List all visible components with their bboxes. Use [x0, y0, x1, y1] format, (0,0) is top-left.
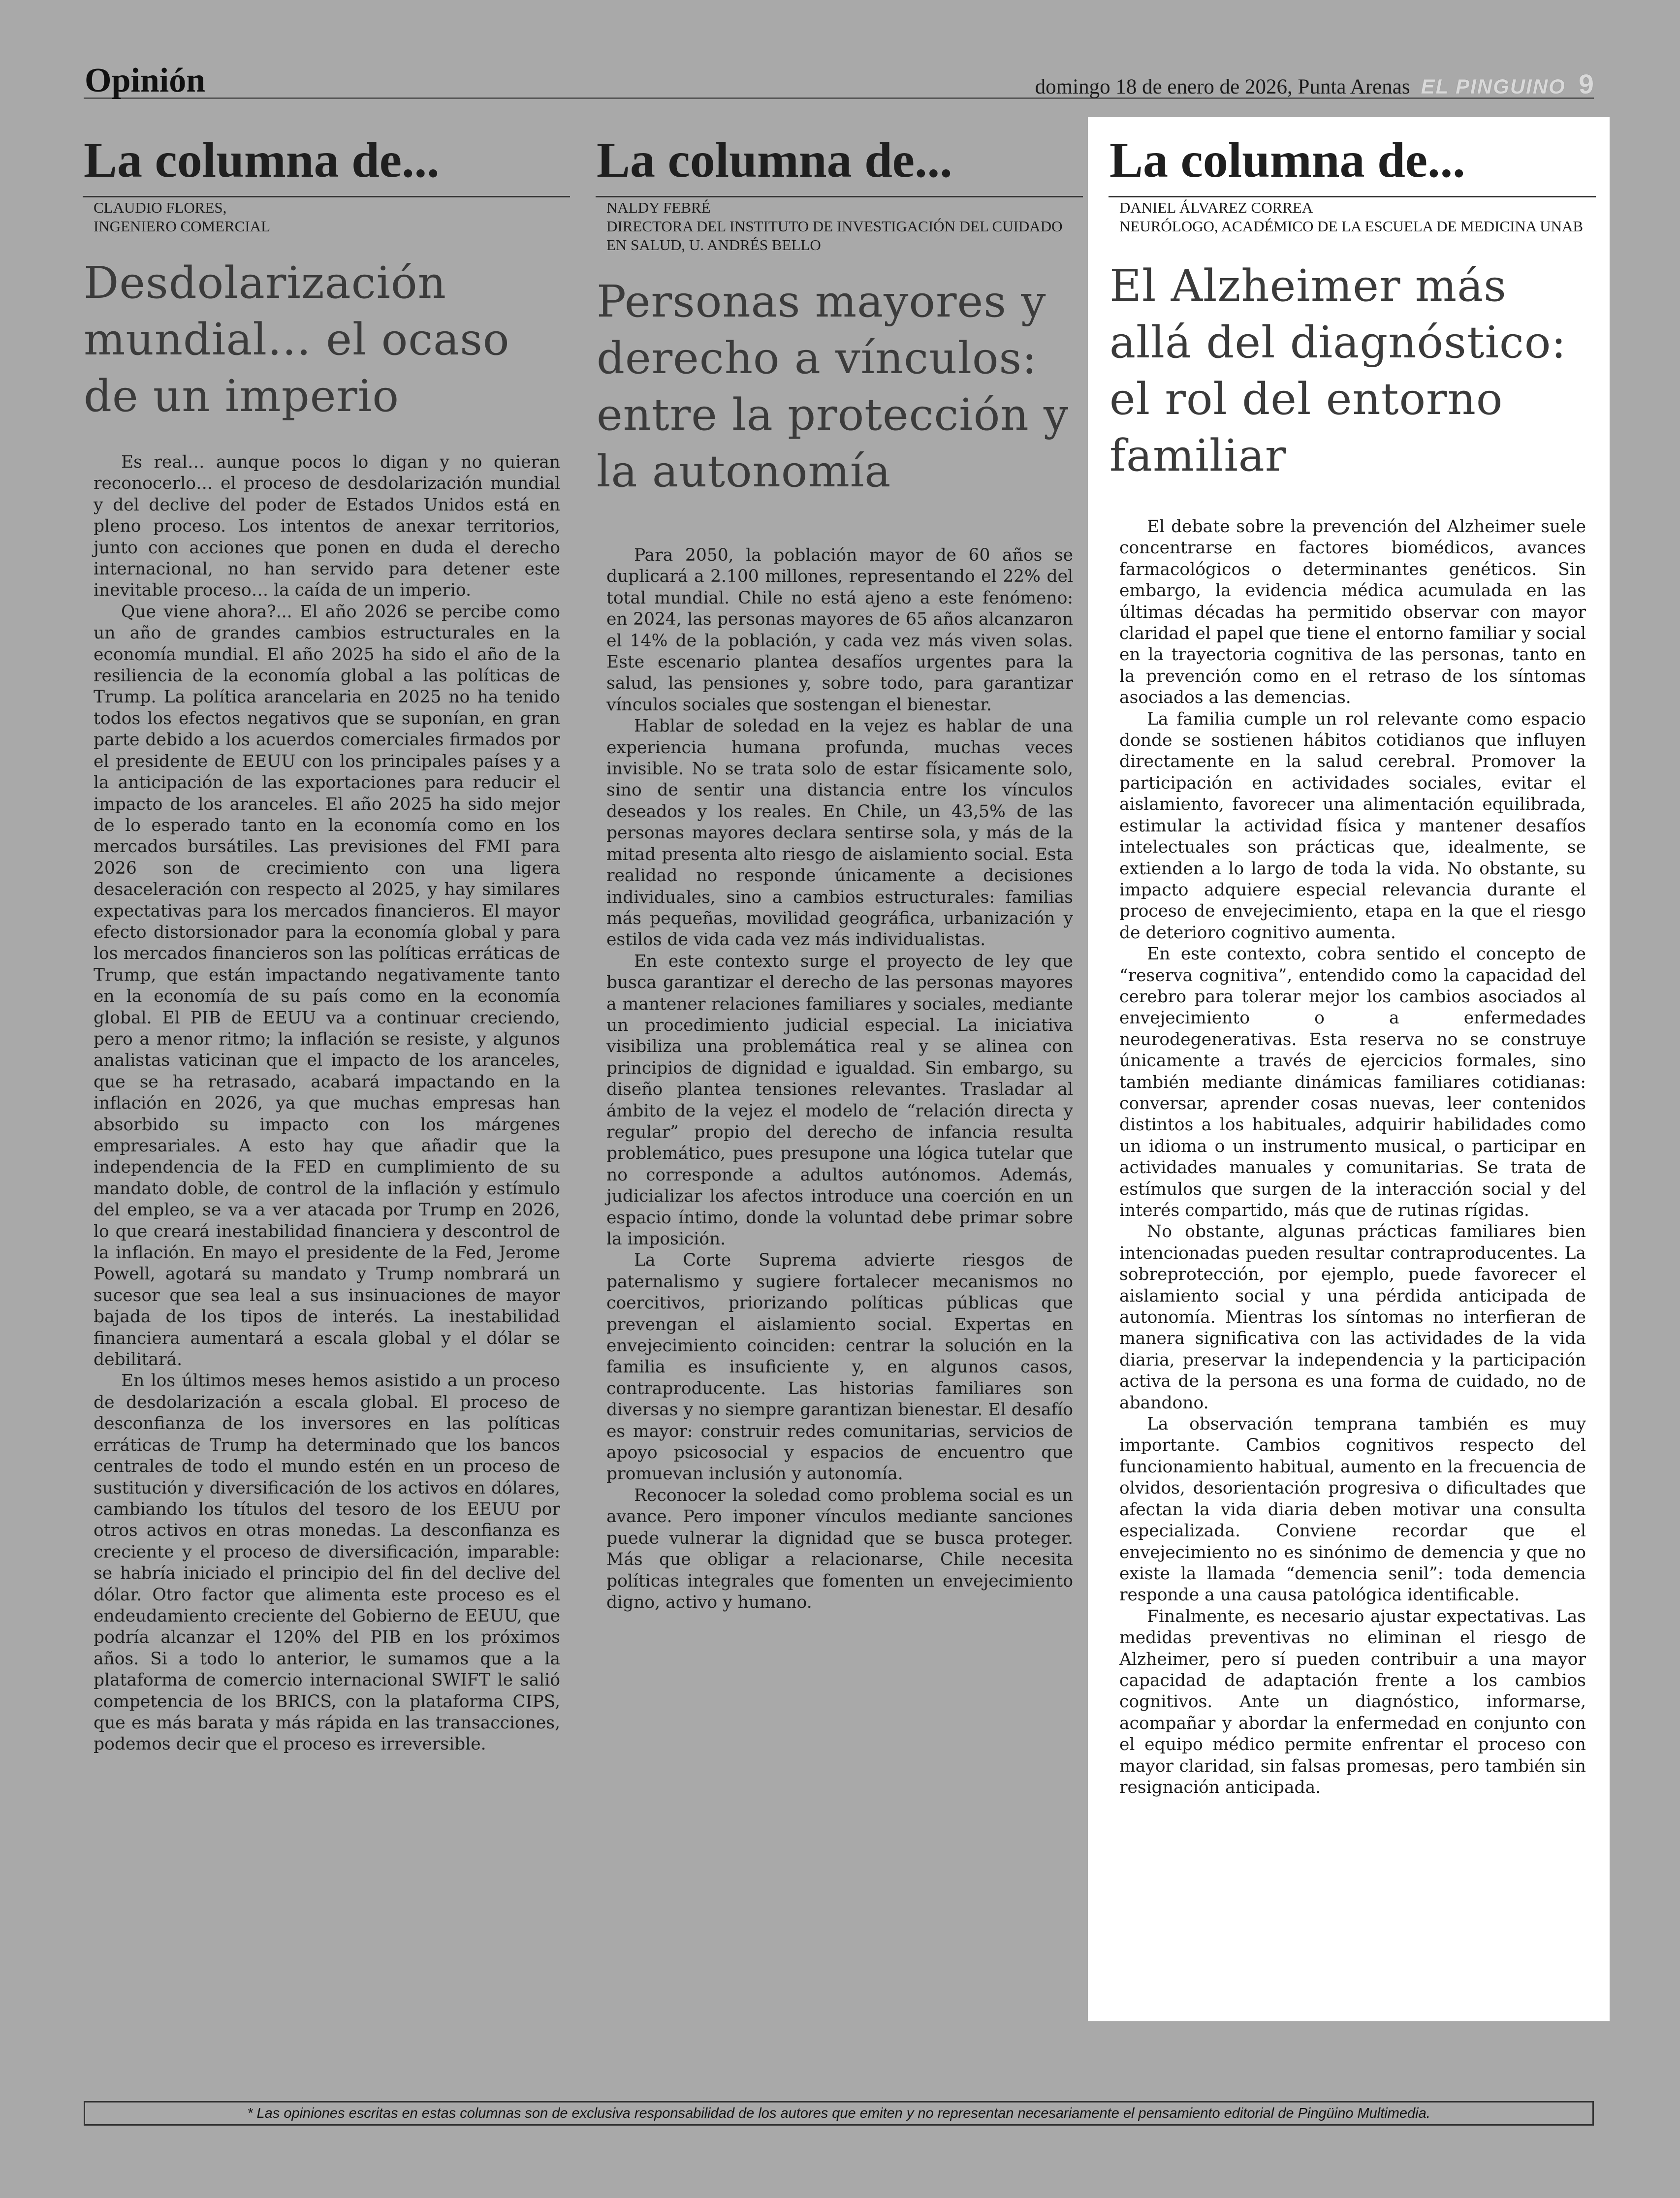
opinion-column-1 — [83, 118, 570, 1755]
dateline — [1035, 68, 1594, 100]
paragraph: En este contexto, cobra sentido el concepto de “reserva cognitiva”, entendido como la capacidad del cerebro para tolerar mejor los cambios asociados al envejecimiento o a enfermedades neurodegenerativas. Esta reserva no se construye únicamente a través de ejercicios formales, sino también mediante dinámicas familiares cotidianas: conversar, aprender cosas nuevas, leer contenidos distintos a los habituales, adquirir habilidades como un idioma o un instrumento musical, o participar en actividades manuales y comunitarias. Se trata de estímulos que surgen de la interacción social y del interés compartido, más que de rutinas rígidas. — [1119, 944, 1586, 1220]
author-name: NALDY FEBRÉ — [606, 199, 711, 216]
article-headline: El Alzheimer más allá del diagnóstico: el rol del entorno familiar — [1109, 260, 1567, 481]
article-body — [1119, 516, 1586, 1798]
author-name: CLAUDIO FLORES, — [94, 199, 227, 216]
paragraph: Reconocer la soledad como problema social es un avance. Pero imponer vínculos mediante sanciones puede vulnerar la dignidad que se busca proteger. Más que obligar a relacionarse, Chile necesita políticas integrales que fomenten un envejecimiento digno, activo y humano. — [606, 1485, 1073, 1612]
column-kicker: La columna de... — [597, 132, 952, 188]
column-kicker: La columna de... — [84, 132, 440, 188]
section-label: Opinión — [85, 62, 206, 99]
article-body — [606, 545, 1073, 1613]
article-headline: Personas mayores y derecho a vínculos: entre la protección y la autonomía — [597, 276, 1069, 497]
byline — [83, 196, 570, 236]
article-headline: Desdolarización mundial… el ocaso de un imperio — [84, 257, 510, 421]
author-role: INGENIERO COMERCIAL — [94, 218, 271, 235]
paragraph: En los últimos meses hemos asistido a un proceso de desdolarización a escala global. El proceso de desconfianza de los inversores en las políticas erráticas de Trump ha determinado que los bancos centrales de todo el mundo estén en un proceso de sustitución y diversificación de los activos en dólares, cambiando los títulos del tesoro de los EEUU por otros activos en otras monedas. La desconfianza es creciente y el proceso de diversificación, imparable: se habría iniciado el principio del fin del declive del dólar. Otro factor que alimenta este proceso es el endeudamiento creciente del Gobierno de EEUU, que podría alcanzar el 120% del PIB en los próximos años. Si a todo lo anterior, le sumamos que a la plataforma de comercio internacional SWIFT le salió competencia de los BRICS, con la plataforma CIPS, que es más barata y más rápida en las transacciones, podemos decir que el proceso es irreversible. — [94, 1371, 560, 1754]
column-kicker: La columna de... — [1109, 132, 1465, 188]
paragraph: La familia cumple un rol relevante como espacio donde se sostienen hábitos cotidianos que influyen directamente en la salud cerebral. Promover la participación en actividades sociales, evitar el aislamiento, favorecer una alimentación equilibrada, estimular la actividad física y mantener desafíos intelectuales son prácticas que, idealmente, se extienden a lo largo de toda la vida. No obstante, su impacto adquiere especial relevancia durante el proceso de envejecimiento, etapa en la que el riesgo de deterioro cognitivo aumenta. — [1119, 709, 1586, 943]
paragraph: En este contexto surge el proyecto de ley que busca garantizar el derecho de las personas mayores a mantener relaciones familiares y sociales, mediante un procedimiento judicial especial. La iniciativa visibiliza una problemática real y se alinea con principios de dignidad e igualdad. Sin embargo, su diseño plantea tensiones relevantes. Trasladar al ámbito de la vejez el modelo de “relación directa y regular” propio del derecho de infancia resulta problemático, pues presupone una lógica tutelar que no corresponde a adultos autónomos. Además, judicializar los afectos introduce una coerción en un espacio íntimo, donde la voluntad debe primar sobre la imposición. — [606, 951, 1073, 1249]
publication-date: domingo 18 de enero de 2026, Punta Arenas — [1035, 75, 1410, 98]
paragraph: Es real… aunque pocos lo digan y no quieran reconocerlo… el proceso de desdolarización mundial y del declive del poder de Estados Unidos está en pleno proceso. Los intentos de anexar territorios, junto con acciones que ponen en duda el derecho internacional, no han servido para detener este inevitable proceso… la caída de un imperio. — [94, 452, 560, 601]
page-number: 9 — [1578, 68, 1594, 99]
paragraph: Hablar de soledad en la vejez es hablar de una experiencia humana profunda, muchas veces invisible. No se trata solo de estar físicamente solo, sino de sentir una distancia entre los vínculos deseados y los reales. En Chile, un 43,5% de las personas mayores declara sentirse sola, y más de la mitad presenta alto riesgo de aislamiento social. Esta realidad no responde únicamente a decisiones individuales, sino a cambios estructurales: familias más pequeñas, movilidad geográfica, urbanización y estilos de vida cada vez más individualistas. — [606, 716, 1073, 950]
article-body — [94, 452, 560, 1755]
masthead — [84, 58, 1594, 99]
author-name: DANIEL ÁLVAREZ CORREA — [1119, 199, 1313, 216]
byline — [596, 196, 1083, 255]
opinion-column-3 — [1109, 118, 1596, 1798]
disclaimer-box: * Las opiniones escritas en estas columnas son de exclusiva responsabilidad de los autores que emiten y no representan necesariamente el pensamiento editorial de Pingüino Multimedia. — [84, 2101, 1594, 2126]
opinion-column-2 — [596, 118, 1083, 1613]
newspaper-logo: EL PINGUINO — [1421, 75, 1566, 98]
paragraph: La Corte Suprema advierte riesgos de paternalismo y sugiere fortalecer mecanismos no coercitivos, priorizando políticas públicas que prevengan el aislamiento social. Expertas en envejecimiento coinciden: centrar la solución en la familia es insuficiente y, en algunos casos, contraproducente. Las historias familiares son diversas y no siempre garantizan bienestar. El desafío es mayor: construir redes comunitarias, servicios de apoyo psicosocial y espacios de encuentro que promuevan inclusión y autonomía. — [606, 1250, 1073, 1484]
paragraph: Finalmente, es necesario ajustar expectativas. Las medidas preventivas no eliminan el riesgo de Alzheimer, pero sí pueden contribuir a una mayor capacidad de adaptación frente a los cambios cognitivos. Ante un diagnóstico, informarse, acompañar y abordar la enfermedad en conjunto con el equipo médico permite enfrentar el proceso con mayor claridad, sin falsas promesas, pero también sin resignación anticipada. — [1119, 1606, 1586, 1797]
paragraph: No obstante, algunas prácticas familiares bien intencionadas pueden resultar contraproducentes. La sobreprotección, por ejemplo, puede favorecer el aislamiento social y una pérdida anticipada de autonomía. Mientras los síntomas no interfieran de manera significativa con las actividades de la vida diaria, preservar la independencia y la participación activa de la persona es una forma de cuidado, no de abandono. — [1119, 1222, 1586, 1413]
byline — [1109, 196, 1596, 236]
paragraph: El debate sobre la prevención del Alzheimer suele concentrarse en factores biomédicos, avances farmacológicos o determinantes genéticos. Sin embargo, la evidencia médica acumulada en las últimas décadas ha permitido observar con mayor claridad el papel que tiene el entorno familiar y social en la trayectoria cognitiva de las personas, tanto en la prevención como en el retraso de los síntomas asociados a las demencias. — [1119, 517, 1586, 708]
paragraph: La observación temprana también es muy importante. Cambios cognitivos respecto del funcionamiento habitual, aumento en la frecuencia de olvidos, desorientación progresiva o dificultades que afectan la vida diaria deben motivar una consulta especializada. Conviene recordar que el envejecimiento no es sinónimo de demencia y que no existe la llamada “demencia senil”: toda demencia responde a una causa patológica identificable. — [1119, 1414, 1586, 1605]
paragraph: Que viene ahora?... El año 2026 se percibe como un año de grandes cambios estructurales en la economía mundial. El año 2025 ha sido el año de la resiliencia de la economía global a las políticas de Trump. La política arancelaria en 2025 no ha tenido todos los efectos negativos que se suponían, en gran parte debido a los acuerdos comerciales firmados por el presidente de EEUU con los principales países y a la anticipación de las exportaciones para reducir el impacto de los aranceles. El año 2025 ha sido mejor de lo esperado tanto en la economía como en los mercados bursátiles. Las previsiones del FMI para 2026 son de crecimiento con una ligera desaceleración con respecto al 2025, y hay similares expectativas para los mercados financieros. El mayor efecto distorsionador para la economía global y para los mercados financieros son las políticas erráticas de Trump, que están impactando negativamente tanto en la economía de su país como en la economía global. El PIB de EEUU va a continuar creciendo, pero a menor ritmo; la inflación se resiste, y algunos analistas vaticinan que el impacto de los aranceles, que se ha retrasado, acabará impactando en la inflación en 2026, ya que muchas empresas han absorbido su impacto con los márgenes empresariales. A esto hay que añadir que la independencia de la FED en cumplimiento de su mandato doble, de control de la inflación y estímulo del empleo, se va a ver atacada por Trump en 2026, lo que creará inestabilidad financiera y descontrol de la inflación. En mayo el presidente de la Fed, Jerome Powell, agotará su mandato y Trump nombrará un sucesor que sea leal a sus insinuaciones de mayor bajada de los tipos de interés. La inestabilidad financiera aumentará a escala global y el dólar se debilitará. — [94, 602, 560, 1370]
author-role: DIRECTORA DEL INSTITUTO DE INVESTIGACIÓN DEL CUIDADO EN SALUD, U. ANDRÉS BELLO — [606, 218, 1063, 254]
author-role: NEURÓLOGO, ACADÉMICO DE LA ESCUELA DE MEDICINA UNAB — [1119, 218, 1584, 235]
paragraph: Para 2050, la población mayor de 60 años se duplicará a 2.100 millones, representando el 22% del total mundial. Chile no está ajeno a este fenómeno: en 2024, las personas mayores de 65 años alcanzaron el 14% de la población, y cada vez más viven solas. Este escenario plantea desafíos urgentes para la salud, las pensiones y, sobre todo, para garantizar vínculos sociales que sostengan el bienestar. — [606, 545, 1073, 715]
